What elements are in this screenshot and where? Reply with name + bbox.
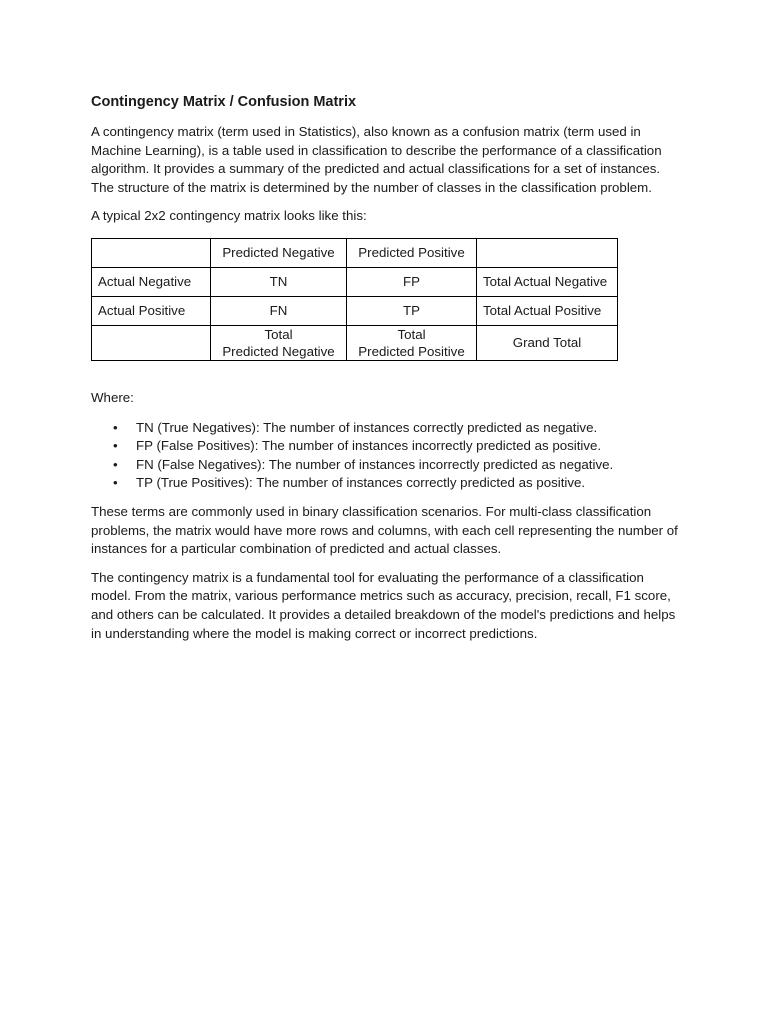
total-predicted-positive-line2: Predicted Positive [358,343,465,359]
definition-fp: FP (False Positives): The number of instances incorrectly predicted as positive. [136,438,602,454]
cell-total-actual-positive: Total Actual Positive [477,296,618,325]
definition-tn: TN (True Negatives): The number of instances correctly predicted as negative. [136,419,598,435]
header-cell-empty-left [92,238,211,267]
multiclass-paragraph: These terms are commonly used in binary classification scenarios. For multi-class classification problems, the matrix would have more rows and columns, with each cell representing the number of instances for a particular combination of predicted and actual classes. [91,503,678,557]
cell-grand-total: Grand Total [477,325,618,360]
table-header-row [92,238,618,267]
cell-total-actual-negative: Total Actual Negative [477,267,618,296]
total-predicted-negative-line2: Predicted Negative [222,343,335,359]
contingency-matrix-table [91,238,618,361]
definitions-list [91,419,681,493]
document-title: Contingency Matrix / Confusion Matrix [91,94,357,110]
table-row-totals [92,325,618,360]
total-predicted-negative-line1: Total [264,326,293,342]
bullet-icon: • [113,475,118,491]
cell-fn: FN [211,296,347,325]
row-label-actual-positive: Actual Positive [92,296,211,325]
where-label: Where: [91,389,134,405]
cell-fp: FP [347,267,477,296]
definition-tp: TP (True Positives): The number of instances correctly predicted as positive. [136,475,586,491]
cell-total-predicted-positive [347,325,477,360]
cell-total-predicted-negative [211,325,347,360]
header-cell-predicted-negative: Predicted Negative [211,238,347,267]
bullet-icon: • [113,419,118,435]
table-row-actual-positive [92,296,618,325]
row-label-actual-negative: Actual Negative [92,267,211,296]
header-cell-predicted-positive: Predicted Positive [347,238,477,267]
list-item [91,437,681,456]
table-row-actual-negative [92,267,618,296]
document-page [91,93,681,653]
total-predicted-positive-line1: Total [397,326,426,342]
intro-paragraph: A contingency matrix (term used in Statistics), also known as a confusion matrix (term used in Machine Learning), is a table used in classification to describe the performance of a classification algorithm. It provides a summary of the predicted and actual classifications for a set of instances. The structure of the matrix is determined by the number of classes in the classification problem. [91,124,662,195]
table-intro-paragraph: A typical 2x2 contingency matrix looks like this: [91,208,367,224]
list-item [91,456,681,475]
list-item [91,474,681,493]
definition-fn: FN (False Negatives): The number of instances incorrectly predicted as negative. [136,456,614,472]
bullet-icon: • [113,456,118,472]
cell-tp: TP [347,296,477,325]
metrics-paragraph: The contingency matrix is a fundamental tool for evaluating the performance of a classification model. From the matrix, various performance metrics such as accuracy, precision, recall, F1 score, and others can be calculated. It provides a detailed breakdown of the model's predictions and helps in understanding where the model is making correct or incorrect predictions. [91,569,676,641]
bullet-icon: • [113,438,118,454]
cell-tn: TN [211,267,347,296]
header-cell-empty-right [477,238,618,267]
totals-row-label [92,325,211,360]
list-item [91,419,681,438]
